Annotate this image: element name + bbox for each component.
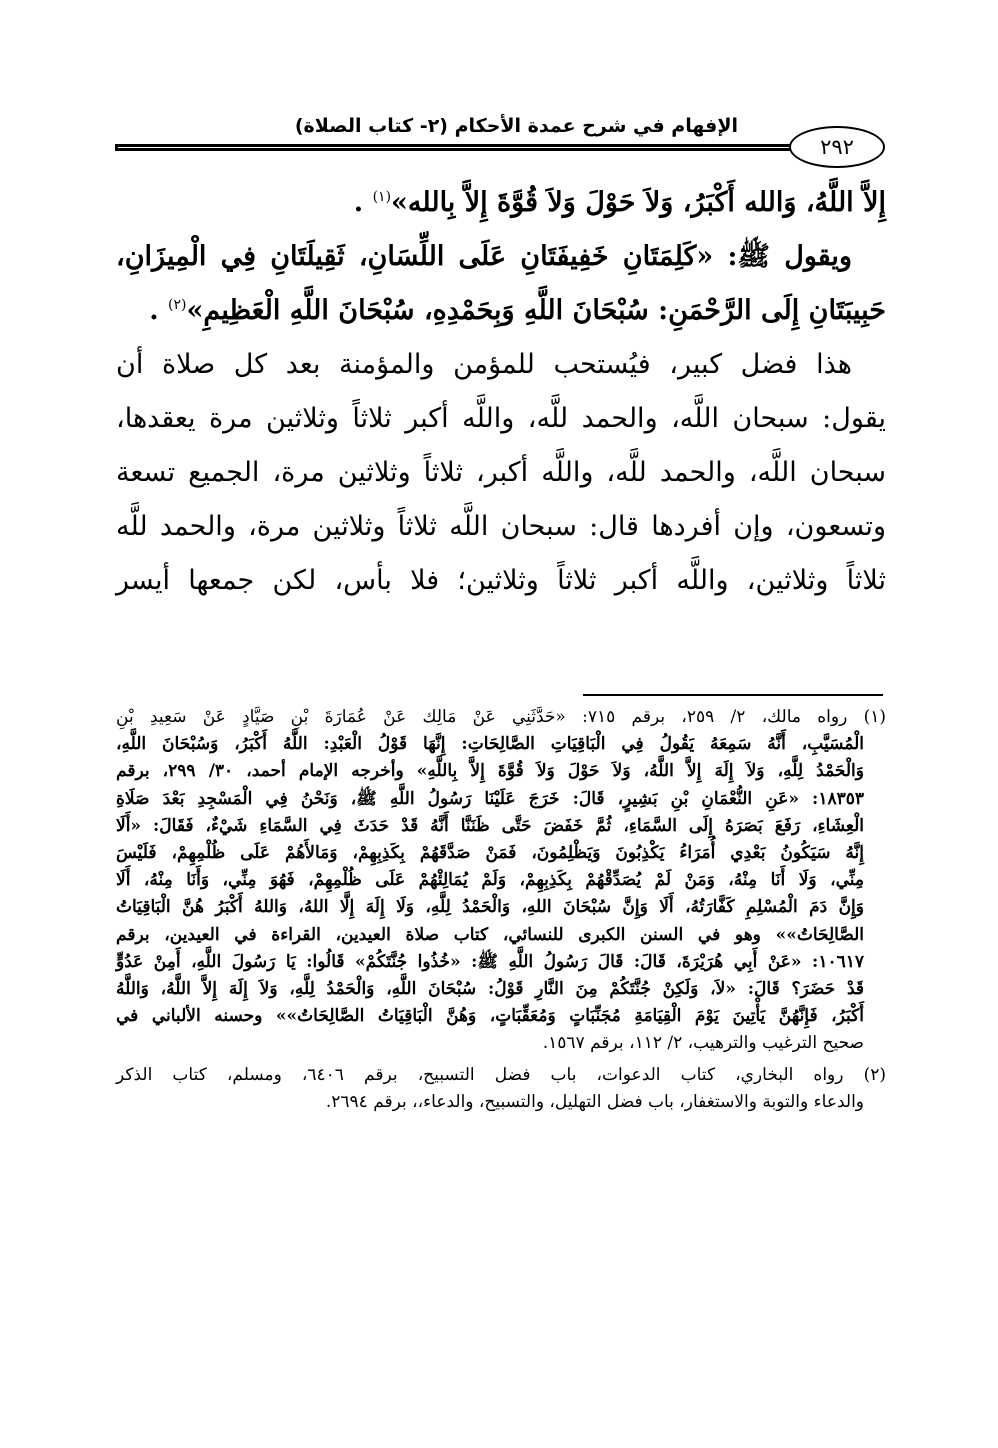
footnote-separator (583, 694, 883, 696)
text-line: ويقول ﷺ: «كَلِمَتَانِ خَفِيفَتَانِ عَلَى اللِّسَانِ، ثَقِيلَتَانِ فِي الْمِيزَانِ، (116, 241, 852, 272)
text-line: إِلاَّ اللَّهُ، وَالله أَكْبَرُ، وَلاَ حَوْلَ وَلاَ قُوَّةَ إِلاَّ بِالله»$^{(١)}$ . (353, 187, 886, 218)
footnote-line: إِنَّهُ سَيَكُونُ بَعْدِي أُمَرَاءُ يَكْذِبُونَ وَيَظْلِمُونَ، فَمَنْ صَدَّقَهُمْ بِكَذِبِهِمْ، وَمَالأَهُمْ عَلَى ظُلْمِهِمْ، فَلَيْسَ (116, 843, 864, 864)
footnote-ref-1[interactable]: (١) (372, 189, 392, 205)
footnote-ref-2[interactable]: (٢) (168, 297, 187, 313)
footnote-line: ١٠٦١٧: «عَنْ أَبِي هُرَيْرَةَ، قَالَ: قَالَ رَسُولُ اللَّهِ ﷺ: «خُذُوا جُنَّتَكُمْ» قَالُوا: يَا رَسُولَ اللَّهِ، أَمِنْ عَدُوٍّ (116, 951, 864, 972)
header-double-rule (115, 144, 793, 151)
footnotes (116, 704, 886, 1116)
footnote-line: (٢) رواه البخاري، كتاب الدعوات، باب فضل التسبيح، برقم ٦٤٠٦، ومسلم، كتاب الذكر (116, 1064, 886, 1085)
footnote-line: وَالْحَمْدُ لِلَّهِ، وَلاَ إِلَهَ إِلاَّ اللَّهُ، وَلاَ حَوْلَ وَلاَ قُوَّةَ إِلاَّ بِاللَّهِ» وأخرجه الإمام أحمد، ٣٠/ ٢٩٩، برقم (116, 761, 864, 782)
text-line: حَبِيبَتَانِ إِلَى الرَّحْمَنِ: سُبْحَانَ اللَّهِ وَبِحَمْدِهِ، سُبْحَانَ اللَّهِ الْعَظِيمِ»$^{(٢)}$ . (149, 295, 886, 326)
footnote-2 (116, 1062, 886, 1116)
footnote-line: الصَّالِحَاتُ»» وهو في السنن الكبرى للنسائي، كتاب صلاة العيدين، القراءة في العيدين، برقم (116, 924, 864, 945)
footnote-line: والدعاء والتوبة والاستغفار، باب فضل التهليل، والتسبيح، والدعاء،، برقم ٢٦٩٤. (325, 1091, 864, 1112)
footnote-line: مِنِّي، وَلَا أَنَا مِنْهُ، وَمَنْ لَمْ يُصَدِّقْهُمْ بِكَذِبِهِمْ، وَلَمْ يُمَالِئْهُمْ عَلَى ظُلْمِهِمْ، فَهُوَ مِنِّي، وَأَنَا مِنْهُ، أَلَا (116, 870, 864, 891)
text-line: ثلاثاً وثلاثين، واللَّه أكبر ثلاثاً وثلاثين؛ فلا بأس، لكن جمعها أيسر (116, 565, 887, 596)
footnote-line: الْعِشَاءِ، رَفَعَ بَصَرَهُ إِلَى السَّمَاءِ، ثُمَّ خَفَضَ حَتَّى ظَنَنَّا أَنَّهُ قَدْ حَدَثَ فِي السَّمَاءِ شَيْءٌ، فَقَالَ: «أَلَا (116, 815, 864, 836)
text-line: سبحان اللَّه، والحمد للَّه، واللَّه أكبر، ثلاثاً وثلاثين مرة، الجميع تسعة (116, 457, 886, 488)
text-line: هذا فضل كبير، فيُستحب للمؤمن والمؤمنة بعد كل صلاة أن (116, 349, 852, 380)
text-line: يقول: سبحان اللَّه، والحمد للَّه، واللَّه أكبر ثلاثاً وثلاثين مرة يعقدها، (116, 403, 886, 434)
main-text (116, 176, 886, 608)
footnote-line: أَكْبَرُ، فَإِنَّهُنَّ يَأْتِينَ يَوْمَ الْقِيَامَةِ مُجَنِّبَاتٍ وَمُعَقِّبَاتٍ، وَهُنَّ الْبَاقِيَاتُ الصَّالِحَاتُ»» وحسنه الألباني في (116, 1006, 864, 1027)
page-number: ٢٩٢ (820, 135, 854, 159)
footnote-line: ١٨٣٥٣: «عَنِ النُّعْمَانِ بْنِ بَشِيرٍ، قَالَ: خَرَجَ عَلَيْنَا رَسُولُ اللَّهِ ﷺ، وَنَحْنُ فِي الْمَسْجِدِ بَعْدَ صَلَاةِ (116, 788, 864, 809)
running-title: الإفهام في شرح عمدة الأحكام (٢- كتاب الصلاة) (294, 115, 738, 137)
footnote-line: الْمُسَيَّبِ، أَنَّهُ سَمِعَهُ يَقُولُ فِي الْبَاقِيَاتِ الصَّالِحَاتِ: إِنَّهَا قَوْلُ الْعَبْدِ: اللَّهُ أَكْبَرُ، وَسُبْحَانَ اللَّهِ، (116, 734, 864, 755)
footnote-line: (١) رواه مالك، ٢/ ٢٥٩، برقم ٧١٥: «حَدَّثَنِي عَنْ مَالِك عَنْ عُمَارَةَ بْنِ صَيَّادٍ عَنْ سَعِيدِ بْنِ (116, 707, 886, 727)
footnote-line: قَدْ حَضَرَ؟ قَالَ: «لاَ، وَلَكِنْ جُنَّتَكُمْ مِنَ النَّارِ قَوْلُ: سُبْحَانَ اللَّهِ، وَالْحَمْدُ لِلَّهِ، وَلاَ إِلَهَ إِلاَّ اللَّهُ، وَاللَّهُ (116, 979, 864, 1000)
page-number-badge (789, 126, 885, 168)
footnote-line: وَإِنَّ دَمَ الْمُسْلِمِ كَفَّارَتُهُ، أَلَا وَإِنَّ سُبْحَانَ اللهِ، وَالْحَمْدُ لِلَّهِ، وَلَا إِلَهَ إِلَّا اللهُ، وَاللهُ أَكْبَرُ هُنَّ الْبَاقِيَاتُ (116, 897, 864, 918)
footnote-1 (116, 704, 886, 1058)
footnote-line: صحيح الترغيب والترهيب، ٢/ ١١٢، برقم ١٥٦٧. (542, 1033, 864, 1054)
text-line: وتسعون، وإن أفردها قال: سبحان اللَّه ثلاثاً وثلاثين مرة، والحمد للَّه (116, 511, 886, 542)
